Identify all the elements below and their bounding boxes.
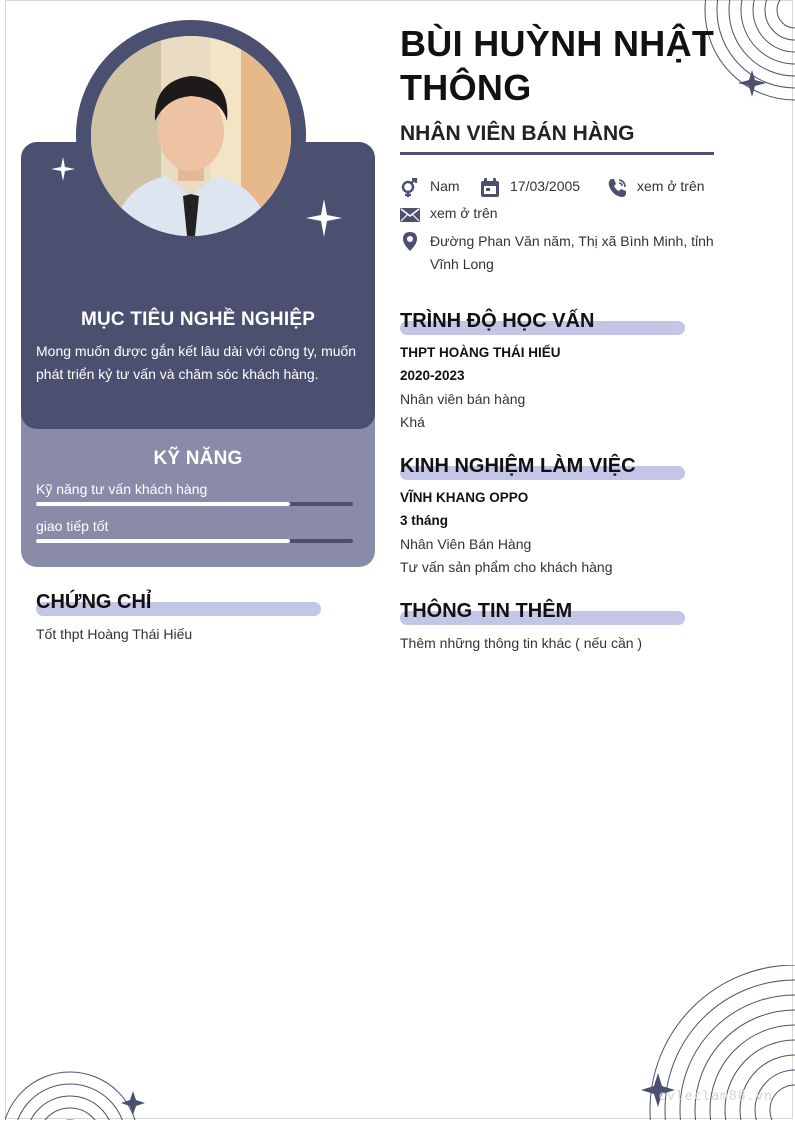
birthdate-info: [480, 178, 580, 198]
watermark: cvleclam88.vn: [658, 1089, 773, 1104]
additional-header: [400, 600, 572, 623]
education-title: TRÌNH ĐỘ HỌC VẤN: [400, 310, 595, 332]
skills-title: KỸ NĂNG: [153, 448, 243, 469]
skill-name: Kỹ năng tư vấn khách hàng: [36, 481, 208, 497]
email-value: xem ở trên: [430, 205, 498, 221]
additional-text: Thêm những thông tin khác ( nếu cần ): [400, 635, 643, 651]
phone-icon: [607, 178, 627, 198]
objective-text: Mong muốn được gắn kết lâu dài với công ty, muốn phát triển kỷ tư vấn và chăm sóc khách hàng.: [36, 343, 357, 382]
skill-bar-fill: [36, 502, 290, 506]
objective-card-bottom-edge: [21, 405, 375, 429]
location-icon: [400, 232, 420, 252]
star-icon-left: [50, 156, 76, 182]
experience-header: [400, 455, 636, 478]
experience-duration: 3 tháng: [400, 513, 449, 528]
candidate-name: BÙI HUỲNH NHẬT THÔNG: [400, 23, 715, 108]
certificates-header: [36, 591, 151, 614]
phone-value: xem ở trên: [637, 178, 705, 194]
skill-bar-fill: [36, 539, 290, 543]
email-icon: [400, 205, 420, 225]
job-title: NHÂN VIÊN BÁN HÀNG: [400, 122, 635, 145]
certificate-text: Tốt thpt Hoàng Thái Hiếu: [36, 626, 193, 642]
skill-name: giao tiếp tốt: [36, 518, 109, 534]
education-major: Nhân viên bán hàng: [400, 391, 526, 407]
address-value: Đường Phan Văn năm, Thị xã Bình Minh, tỉnh Vĩnh Long: [430, 233, 714, 272]
address-info: [400, 232, 745, 276]
education-period: 2020-2023: [400, 368, 465, 383]
calendar-icon: [480, 178, 500, 198]
title-underline: [400, 152, 714, 155]
gender-value: Nam: [430, 178, 460, 194]
gender-info: [400, 178, 460, 198]
phone-info: [607, 178, 705, 198]
education-grade: Khá: [400, 414, 425, 430]
star-icon-right: [305, 198, 343, 238]
circles-decoration-bottom-left: [5, 1065, 155, 1120]
gender-icon: [400, 178, 420, 198]
experience-position: Nhân Viên Bán Hàng: [400, 536, 532, 552]
objective-title: MỤC TIÊU NGHỀ NGHIỆP: [80, 309, 316, 330]
birthdate-value: 17/03/2005: [510, 178, 581, 194]
school-name: THPT HOÀNG THÁI HIẾU: [400, 345, 561, 360]
skill-bar: [36, 539, 353, 543]
avatar: [91, 36, 291, 236]
experience-description: Tư vấn sản phẩm cho khách hàng: [400, 559, 613, 575]
email-info: [400, 205, 498, 225]
skill-bar: [36, 502, 353, 506]
experience-title: KINH NGHIỆM LÀM VIỆC: [400, 455, 636, 477]
additional-title: THÔNG TIN THÊM: [400, 600, 573, 622]
company-name: VĨNH KHANG OPPO: [400, 490, 529, 505]
education-header: [400, 310, 594, 333]
certificates-title: CHỨNG CHỈ: [36, 591, 152, 613]
